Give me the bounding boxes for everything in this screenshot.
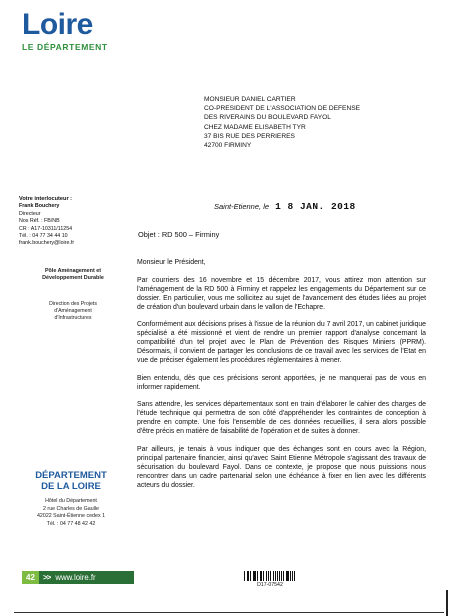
- barcode-icon: [244, 571, 296, 581]
- letter-object: Objet : RD 500 – Firminy: [138, 230, 220, 239]
- pole-line: Développement Durable: [42, 275, 104, 282]
- barcode-stripe: [261, 571, 262, 581]
- barcode-stripe: [247, 571, 248, 581]
- date-line: [214, 201, 356, 212]
- recipient-line: CHEZ MADAME ELISABETH TYR: [204, 123, 306, 131]
- barcode-stripe: [283, 571, 284, 581]
- handwritten-date: 1 8 JAN. 2018: [275, 201, 356, 212]
- department-block: [22, 470, 120, 528]
- barcode-stripe: [277, 571, 278, 581]
- direction-line: Direction des Projets: [49, 301, 97, 307]
- barcode-stripe: [273, 571, 274, 581]
- recipient-line: DES RIVERAINS DU BOULEVARD FAYOL: [204, 114, 331, 122]
- department-address-line: 42022 Saint-Étienne cedex 1: [36, 513, 106, 520]
- direction-line: d'Infrastructures: [54, 315, 92, 322]
- contact-ref: Nos Réf. : FB/NB: [19, 218, 60, 225]
- letter-body: [137, 259, 426, 499]
- barcode-stripe: [275, 571, 276, 581]
- barcode-stripe: [254, 571, 256, 581]
- department-address-line: Hôtel du Département: [45, 498, 97, 504]
- salutation: Monsieur le Président,: [137, 259, 206, 266]
- department-address-line: Tél. : 04 77 48 42 42: [46, 520, 96, 527]
- logo-subtitle: LE DÉPARTEMENT: [22, 42, 108, 52]
- barcode-stripe: [279, 571, 280, 581]
- barcode-stripe: [248, 571, 249, 581]
- barcode-stripe: [281, 571, 282, 581]
- recipient-line: MONSIEUR DANIEL CARTIER: [204, 96, 296, 103]
- barcode-stripe: [257, 571, 258, 581]
- pole-label: [30, 268, 116, 283]
- barcode-stripe: [294, 571, 295, 581]
- direction-label: [30, 301, 116, 323]
- contact-block: [19, 196, 74, 248]
- scan-edge-right: [446, 590, 448, 616]
- page-number-badge: 42: [22, 571, 39, 584]
- direction-line: d'Aménagement: [54, 308, 92, 315]
- barcode-stripe: [266, 571, 267, 581]
- contact-role: Directeur: [19, 210, 41, 217]
- contact-title: Votre interlocuteur :: [19, 196, 73, 202]
- contact-name: Frank Bouchery: [19, 203, 60, 210]
- department-name-line: DE LA LOIRE: [41, 481, 101, 492]
- barcode-number: D17-07542: [257, 582, 283, 588]
- paragraph: Par courriers des 16 novembre et 15 décembre 2017, vous attirez mon attention sur l'aménagement de la RD 500 à Firminy et rappelez les engagements du Département sur ce dossier. En particulier, vous me sollicitez au sujet de l'avancement des études liées au projet de création d'un boulevard urbain dans le vallon de l'Echapre.: [137, 276, 426, 311]
- barcode-stripe: [287, 571, 289, 581]
- paragraph: Bien entendu, dès que ces précisions seront apportées, je ne manquerai pas de vous en informer rapidement.: [137, 374, 426, 391]
- recipient-address: [204, 95, 360, 150]
- barcode-stripe: [290, 571, 291, 581]
- contact-phone: Tél. : 04 77 34 44 10: [19, 233, 68, 240]
- barcode-stripe: [268, 571, 269, 581]
- date-place: Saint-Etienne, le: [214, 202, 270, 211]
- loire-logo: [22, 10, 108, 52]
- barcode-stripe: [270, 571, 272, 581]
- barcode-stripe: [250, 571, 251, 581]
- paragraph: Conformément aux décisions prises à l'issue de la réunion du 7 avril 2017, un cabinet juridique spécialisé a été missionné et vient de rendre un premier rapport d'analyse concernant la compatibilité d'un tel projet avec le Plan de Prévention des Risques Miniers (PPRM). Désormais, il convient de partager les conclusions de ce travail avec les services de l'Etat en vue de préciser également les procédures réglementaires à mener.: [137, 321, 426, 364]
- barcode-stripe: [253, 571, 254, 581]
- footer-bar: [22, 571, 134, 584]
- contact-email[interactable]: frank.bouchery@loire.fr: [19, 240, 75, 247]
- paragraph: Par ailleurs, je tenais à vous indiquer que des échanges sont en cours avec la Région, principal partenaire financier, ainsi qu'avec Saint Etienne Métropole s'agissant des travaux de sécurisation du boulevard Fayol. Dans ce contexte, je propose que nous puissions nous rencontrer dans un cadre partenarial selon une échéance à fixer en lien avec les différents acteurs du dossier.: [137, 445, 426, 489]
- barcode-stripe: [292, 571, 293, 581]
- logo-wordmark: Loire: [22, 8, 93, 41]
- paragraph: Sans attendre, les services départementaux sont en train d'élaborer le cahier des charges de l'étude technique qui permettra de son côté d'appréhender les contraintes de conception à prendre en compte. Une fois l'ensemble de ces données recueillies, il sera alors possible d'être précis en matière de faisabilité de l'opération et de suites à donner.: [137, 401, 426, 436]
- department-address-line: 2 rue Charles de Gaulle: [43, 505, 99, 512]
- department-name-line: DÉPARTEMENT: [35, 470, 107, 481]
- barcode-stripe: [286, 571, 287, 581]
- barcode-stripe: [263, 571, 264, 581]
- pole-line: Pôle Aménagement et: [44, 268, 102, 274]
- recipient-line: 37 BIS RUE DES PERRIERES: [204, 132, 295, 140]
- recipient-line: 42700 FIRMINY: [204, 142, 252, 150]
- website-link[interactable]: www.loire.fr: [55, 573, 96, 582]
- recipient-line: CO-PRESIDENT DE L'ASSOCIATION DE DEFENSE: [204, 105, 360, 113]
- double-arrow-icon: >>: [43, 573, 51, 582]
- contact-cr: CR : A17-10311/11254: [19, 225, 73, 232]
- barcode-stripe: [244, 571, 245, 581]
- department-address: [22, 498, 120, 528]
- scan-edge-bottom: [14, 612, 444, 613]
- barcode-stripe: [260, 571, 261, 581]
- department-name: [22, 470, 120, 492]
